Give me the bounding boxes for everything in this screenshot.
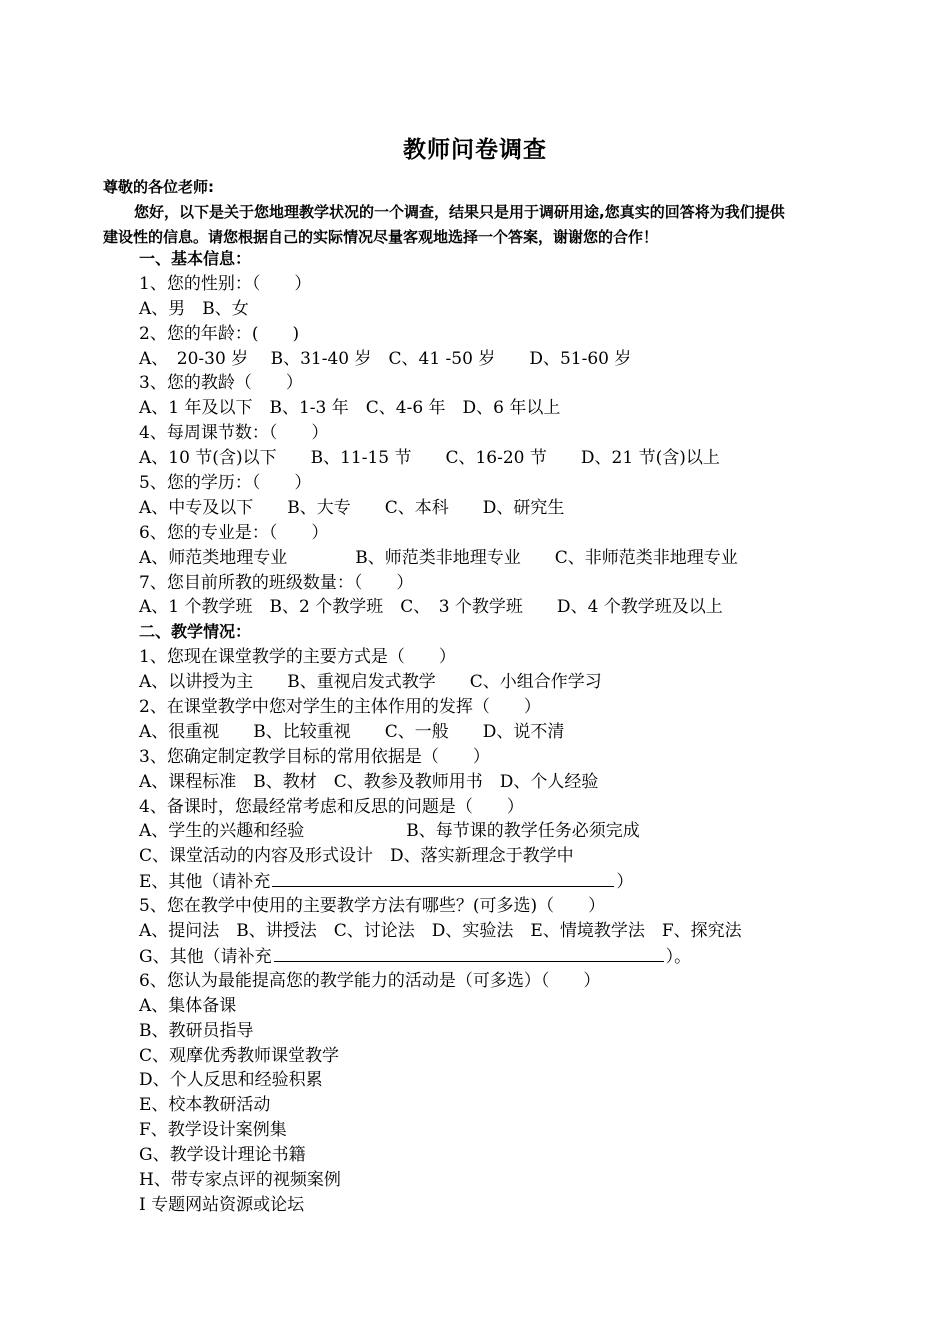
- greeting: 尊敬的各位老师:: [103, 178, 214, 196]
- options-class-count: A、1 个教学班 B、2 个教学班 C、 3 个教学班 D、4 个教学班及以上: [139, 597, 723, 618]
- question-teaching-years: 3、您的教龄（ ）: [139, 373, 303, 394]
- option-item: A、集体备课: [139, 995, 237, 1016]
- question-teaching-mode: 1、您现在课堂教学的主要方式是（ ）: [139, 647, 456, 668]
- question-education: 5、您的学历：（ ）: [139, 473, 312, 494]
- question-lesson-prep: 4、备课时，您最经常考虑和反思的问题是（ ）: [139, 796, 524, 817]
- options-education: A、中专及以下 B、大专 C、本科 D、研究生: [139, 497, 565, 518]
- fill-in-blank[interactable]: [274, 944, 664, 962]
- options-lesson-prep-cd: C、课堂活动的内容及形式设计 D、落实新理念于教学中: [139, 846, 574, 867]
- options-goal-basis: A、课程标准 B、教材 C、教参及教师用书 D、个人经验: [139, 771, 599, 792]
- options-age: A、 20-30 岁 B、31-40 岁 C、41 -50 岁 D、51-60 岁: [139, 348, 632, 369]
- question-list: [139, 247, 742, 1218]
- option-other-close: ）: [616, 872, 634, 893]
- question-class-count: 7、您目前所教的班级数量：（ ）: [139, 572, 414, 593]
- option-item: H、带专家点评的视频案例: [139, 1169, 341, 1190]
- options-gender: A、男 B、女: [139, 298, 249, 319]
- question-major: 6、您的专业是：（ ）: [139, 522, 329, 543]
- question-improvement-activities: 6、您认为最能提高您的教学能力的活动是（可多选）（ ）: [139, 970, 601, 991]
- question-age: 2、您的年龄：( ): [139, 323, 300, 344]
- question-weekly-classes: 4、每周课节数：（ ）: [139, 423, 329, 444]
- option-other-label: E、其他（请补充: [139, 872, 271, 893]
- option-teaching-methods-other: [139, 944, 742, 969]
- options-major: A、师范类地理专业 B、师范类非地理专业 C、非师范类非地理专业: [139, 547, 738, 568]
- option-other-close: ）。: [665, 946, 692, 967]
- options-teaching-methods: A、提问法 B、讲授法 C、讨论法 D、实验法 E、情境教学法 F、探究法: [139, 921, 742, 942]
- options-student-role: A、很重视 B、比较重视 C、一般 D、说不清: [139, 721, 565, 742]
- option-item: E、校本教研活动: [139, 1095, 271, 1116]
- fill-in-blank[interactable]: [272, 869, 614, 887]
- question-goal-basis: 3、您确定制定教学目标的常用依据是（ ）: [139, 746, 490, 767]
- option-item: B、教研员指导: [139, 1020, 254, 1041]
- options-weekly-classes: A、10 节(含)以下 B、11-15 节 C、16-20 节 D、21 节(含)以上: [139, 448, 720, 469]
- question-student-role: 2、在课堂教学中您对学生的主体作用的发挥（ ）: [139, 697, 541, 718]
- option-item: G、教学设计理论书籍: [139, 1145, 306, 1166]
- option-item: I 专题网站资源或论坛: [139, 1194, 305, 1215]
- intro-line-1: 您好，以下是关于您地理教学状况的一个调查，结果只是用于调研用途,您真实的回答将为我们提供: [134, 203, 785, 221]
- option-item: F、教学设计案例集: [139, 1120, 287, 1141]
- option-other-label: G、其他（请补充: [139, 946, 272, 967]
- question-gender: 1、您的性别：（ ）: [139, 273, 312, 294]
- option-item: C、观摩优秀教师课堂教学: [139, 1045, 340, 1066]
- section-heading-teaching: 二、教学情况：: [139, 622, 252, 642]
- intro-line-2: 建设性的信息。请您根据自己的实际情况尽量客观地选择一个答案，谢谢您的合作！: [103, 228, 659, 246]
- options-teaching-mode: A、以讲授为主 B、重视启发式教学 C、小组合作学习: [139, 672, 602, 693]
- section-heading-basic-info: 一、基本信息：: [139, 249, 252, 268]
- question-teaching-methods: 5、您在教学中使用的主要教学方法有哪些？(可多选)（ ）: [139, 896, 606, 917]
- options-lesson-prep-ab: A、学生的兴趣和经验 B、每节课的教学任务必须完成: [139, 821, 640, 842]
- page-title: 教师问卷调查: [403, 137, 547, 163]
- option-lesson-prep-other: [139, 869, 742, 894]
- option-item: D、个人反思和经验积累: [139, 1070, 323, 1091]
- options-teaching-years: A、1 年及以下 B、1-3 年 C、4-6 年 D、6 年以上: [139, 398, 561, 419]
